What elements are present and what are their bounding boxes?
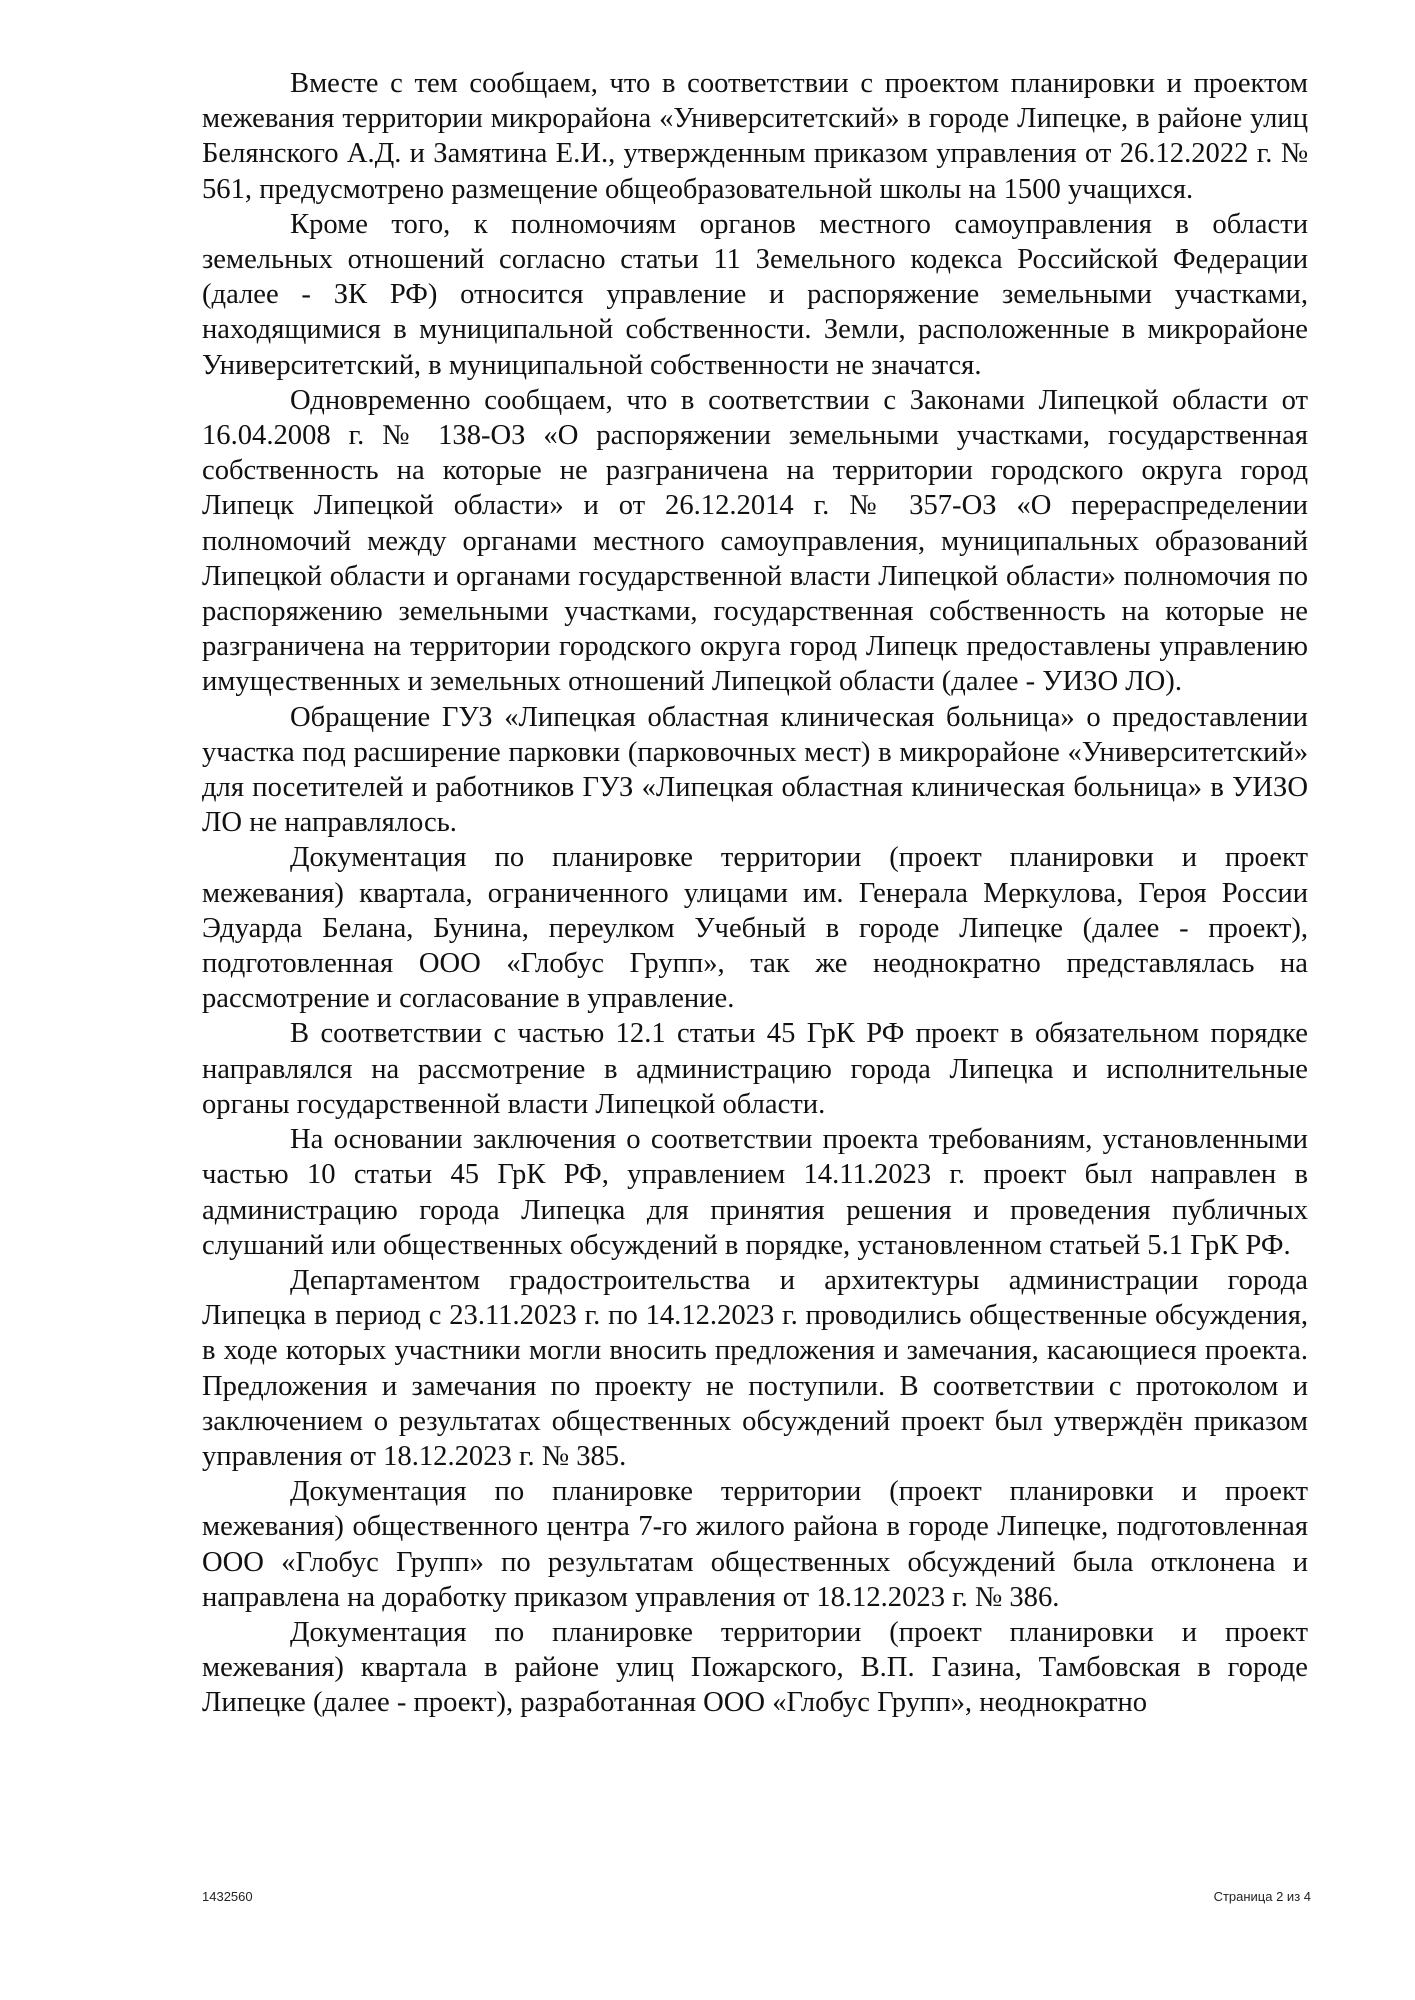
paragraph-merkulova-project: Документация по планировке территории (проект планировки и проект межевания) квартала, ограниченного улицами им. Генерала Меркулова, Героя России Эдуарда Белана, Бунина, переулком Учебный в городе Липецке (далее - проект), подготовленная ООО «Глобус Групп», так же неоднократно представлялась на рассмотрение и согласование в управление. <box>202 842 1308 1015</box>
paragraph-public-center: Документация по планировке территории (проект планировки и проект межевания) общественного центра 7-го жилого района в городе Липецке, подготовленная ООО «Глобус Групп» по результатам общественных обсуждений была отклонена и направлена на доработку приказом управления от 18.12.2023 г. № 386. <box>202 1476 1308 1613</box>
paragraph-article-45: В соответствии с частью 12.1 статьи 45 ГрК РФ проект в обязательном порядке направлялся на рассмотрение в администрацию города Липецка и исполнительные органы государственной власти Липецкой области. <box>202 1018 1308 1120</box>
paragraph-authority: Кроме того, к полномочиям органов местного самоуправления в области земельных отношений согласно статьи 11 Земельного кодекса Российской Федерации (далее - ЗК РФ) относится управление и распоряжение земельными участками, находящимися в муниципальной собственности. Земли, расположенные в микрорайоне Университетский, в муниципальной собственности не значатся. <box>202 208 1308 381</box>
paragraph-conclusion: На основании заключения о соответствии проекта требованиям, установленными частью 10 статьи 45 ГрК РФ, управлением 14.11.2023 г. проект был направлен в администрацию города Липецка для принятия решения и проведения публичных слушаний или общественных обсуждений в порядке, установленном статьей 5.1 ГрК РФ. <box>202 1124 1308 1261</box>
paragraph-regional-laws: Одновременно сообщаем, что в соответствии с Законами Липецкой области от 16.04.2008 г. № 138-ОЗ «О распоряжении земельными участками, государственная собственность на которые не разграничена на территории городского округа город Липецк Липецкой области» и от 26.12.2014 г. № 357-ОЗ «О перераспределении полномочий между органами местного самоуправления, муниципальных образований Липецкой области и органами государственной власти Липецкой области» полномочия по распоряжению земельными участками, государственная собственность на которые не разграничена на территории городского округа город Липецк предоставлены управлению имущественных и земельных отношений Липецкой области (далее - УИЗО ЛО). <box>202 384 1308 698</box>
document-number: 1432560 <box>202 1889 253 1904</box>
document-body <box>202 66 1308 1721</box>
paragraph-pozharskogo: Документация по планировке территории (проект планировки и проект межевания) квартала в районе улиц Пожарского, В.П. Газина, Тамбовская в городе Липецке (далее - проект), разработанная ООО «Глобус Групп», неоднократно <box>202 1616 1308 1719</box>
paragraph-school: Вместе с тем сообщаем, что в соответствии с проектом планировки и проектом межевания территории микрорайона «Университетский» в городе Липецке, в районе улиц Белянского А.Д. и Замятина Е.И., утвержденным приказом управления от 26.12.2022 г. № 561, предусмотрено размещение общеобразовательной школы на 1500 учащихся. <box>202 68 1308 205</box>
page-number: Страница 2 из 4 <box>1213 1889 1311 1904</box>
paragraph-hospital-request: Обращение ГУЗ «Липецкая областная клиническая больница» о предоставлении участка под расширение парковки (парковочных мест) в микрорайоне «Университетский» для посетителей и работников ГУЗ «Липецкая областная клиническая больница» в УИЗО ЛО не направлялось. <box>202 701 1308 839</box>
paragraph-public-discussions: Департаментом градостроительства и архитектуры администрации города Липецка в период с 23.11.2023 г. по 14.12.2023 г. проводились общественные обсуждения, в ходе которых участники могли вносить предложения и замечания, касающиеся проекта. Предложения и замечания по проекту не поступили. В соответствии с протоколом и заключением о результатах общественных обсуждений проект был утверждён приказом управления от 18.12.2023 г. № 385. <box>202 1264 1308 1472</box>
